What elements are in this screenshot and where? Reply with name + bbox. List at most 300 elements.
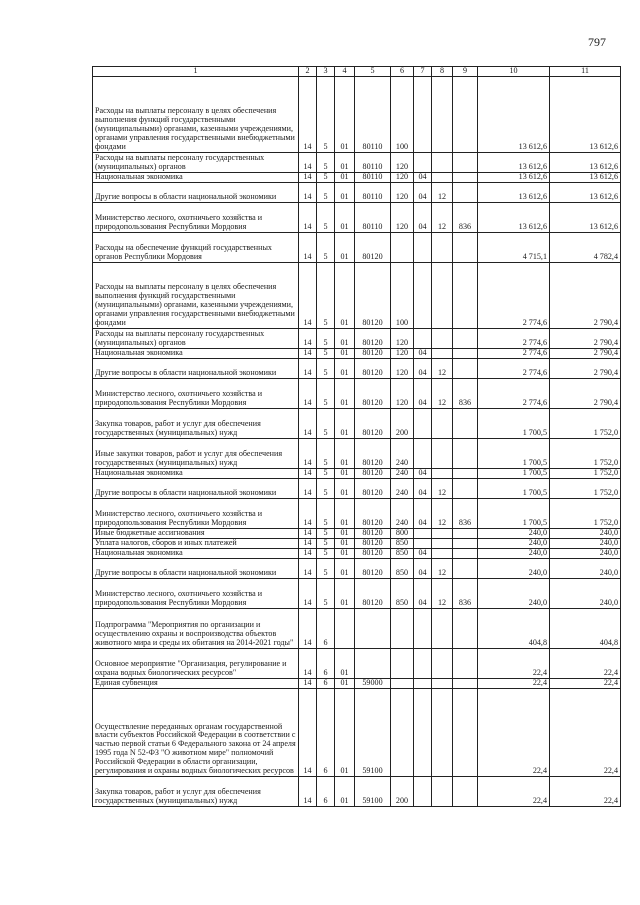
col-6-value: 850 — [391, 578, 414, 608]
col-9-value — [453, 182, 478, 202]
col-5-value: 80120 — [355, 548, 391, 558]
col-7-value — [414, 262, 432, 328]
col-9-value — [453, 608, 478, 648]
col-9-value — [453, 478, 478, 498]
col-8-value — [432, 678, 453, 688]
column-header: 11 — [550, 67, 621, 77]
col-11-amount: 13 612,6 — [550, 76, 621, 152]
col-3-value: 6 — [317, 608, 335, 648]
col-9-value — [453, 528, 478, 538]
column-header: 10 — [478, 67, 550, 77]
col-10-amount: 240,0 — [478, 558, 550, 578]
col-7-value — [414, 648, 432, 678]
table-row — [93, 152, 621, 172]
col-7-value — [414, 776, 432, 806]
col-10-amount: 1 700,5 — [478, 478, 550, 498]
col-8-value — [432, 76, 453, 152]
col-3-value: 5 — [317, 328, 335, 348]
col-7-value — [414, 328, 432, 348]
column-header: 2 — [299, 67, 317, 77]
col-5-value: 80120 — [355, 498, 391, 528]
col-3-value: 6 — [317, 776, 335, 806]
col-11-amount: 240,0 — [550, 528, 621, 538]
col-4-value: 01 — [335, 688, 355, 776]
col-4-value: 01 — [335, 648, 355, 678]
col-7-value — [414, 688, 432, 776]
row-name: Иные бюджетные ассигнования — [93, 528, 299, 538]
col-10-amount: 2 774,6 — [478, 378, 550, 408]
table-row — [93, 182, 621, 202]
col-3-value: 5 — [317, 408, 335, 438]
col-6-value: 800 — [391, 528, 414, 538]
table-row — [93, 538, 621, 548]
row-name: Иные закупки товаров, работ и услуг для обеспечения государственных (муниципальных) нужд — [93, 438, 299, 468]
col-5-value: 80110 — [355, 172, 391, 182]
col-4-value: 01 — [335, 548, 355, 558]
col-7-value: 04 — [414, 378, 432, 408]
col-9-value — [453, 776, 478, 806]
col-4-value: 01 — [335, 358, 355, 378]
col-2-value: 14 — [299, 468, 317, 478]
col-3-value: 5 — [317, 498, 335, 528]
col-3-value: 5 — [317, 348, 335, 358]
col-11-amount: 404,8 — [550, 608, 621, 648]
col-3-value: 6 — [317, 648, 335, 678]
col-7-value — [414, 152, 432, 172]
row-name: Осуществление переданных органам государственной власти субъектов Российской Федерации в соответствии с частью первой статьи 6 Федерального закона от 24 апреля 1995 года N 52-ФЗ "О животном мире" полномочий Российской Федерации в области организации, регулирования и охраны водных биологических ресурсов — [93, 688, 299, 776]
col-6-value: 120 — [391, 172, 414, 182]
table-row — [93, 438, 621, 468]
col-4-value: 01 — [335, 538, 355, 548]
col-2-value: 14 — [299, 578, 317, 608]
col-8-value: 12 — [432, 498, 453, 528]
col-8-value: 12 — [432, 578, 453, 608]
col-5-value: 80120 — [355, 578, 391, 608]
column-header: 9 — [453, 67, 478, 77]
col-8-value — [432, 548, 453, 558]
col-6-value — [391, 688, 414, 776]
col-4-value: 01 — [335, 152, 355, 172]
row-name: Расходы на выплаты персоналу в целях обеспечения выполнения функций государственными (муниципальными) органами, казенными учреждениями, органами управления государственными внебюджетными фондами — [93, 76, 299, 152]
col-7-value — [414, 438, 432, 468]
col-5-value: 80120 — [355, 478, 391, 498]
col-9-value — [453, 688, 478, 776]
col-7-value — [414, 528, 432, 538]
col-5-value: 80120 — [355, 468, 391, 478]
col-8-value: 12 — [432, 358, 453, 378]
col-7-value: 04 — [414, 548, 432, 558]
col-6-value — [391, 678, 414, 688]
row-name: Национальная экономика — [93, 468, 299, 478]
col-2-value: 14 — [299, 498, 317, 528]
table-row — [93, 262, 621, 328]
row-name: Другие вопросы в области национальной экономики — [93, 182, 299, 202]
col-8-value — [432, 262, 453, 328]
page-number: 797 — [588, 35, 606, 49]
col-6-value: 850 — [391, 548, 414, 558]
col-3-value: 6 — [317, 688, 335, 776]
col-11-amount: 13 612,6 — [550, 182, 621, 202]
table-body — [93, 67, 621, 807]
col-5-value: 59100 — [355, 688, 391, 776]
table-row — [93, 648, 621, 678]
col-2-value: 14 — [299, 438, 317, 468]
col-4-value: 01 — [335, 438, 355, 468]
col-10-amount: 1 700,5 — [478, 408, 550, 438]
col-7-value: 04 — [414, 172, 432, 182]
table-row — [93, 358, 621, 378]
col-11-amount: 1 752,0 — [550, 478, 621, 498]
column-header: 7 — [414, 67, 432, 77]
col-2-value: 14 — [299, 408, 317, 438]
row-name: Другие вопросы в области национальной экономики — [93, 358, 299, 378]
table-row — [93, 172, 621, 182]
col-9-value: 836 — [453, 202, 478, 232]
col-3-value: 5 — [317, 358, 335, 378]
table-row — [93, 348, 621, 358]
col-6-value: 240 — [391, 438, 414, 468]
header-row — [93, 67, 621, 77]
col-10-amount: 13 612,6 — [478, 202, 550, 232]
col-10-amount: 22,4 — [478, 688, 550, 776]
col-11-amount: 1 752,0 — [550, 498, 621, 528]
col-6-value: 120 — [391, 348, 414, 358]
col-6-value — [391, 232, 414, 262]
col-5-value: 80120 — [355, 438, 391, 468]
col-8-value — [432, 538, 453, 548]
col-5-value: 80120 — [355, 408, 391, 438]
col-11-amount: 2 790,4 — [550, 262, 621, 328]
col-6-value — [391, 648, 414, 678]
col-10-amount: 240,0 — [478, 548, 550, 558]
col-4-value: 01 — [335, 776, 355, 806]
col-5-value: 80110 — [355, 202, 391, 232]
column-header: 6 — [391, 67, 414, 77]
col-2-value: 14 — [299, 538, 317, 548]
col-4-value: 01 — [335, 172, 355, 182]
col-7-value: 04 — [414, 468, 432, 478]
col-10-amount: 22,4 — [478, 776, 550, 806]
col-8-value — [432, 528, 453, 538]
row-name: Министерство лесного, охотничьего хозяйства и природопользования Республики Мордовия — [93, 378, 299, 408]
col-10-amount: 13 612,6 — [478, 182, 550, 202]
col-4-value: 01 — [335, 468, 355, 478]
row-name: Закупка товаров, работ и услуг для обеспечения государственных (муниципальных) нужд — [93, 408, 299, 438]
col-9-value — [453, 548, 478, 558]
col-7-value: 04 — [414, 498, 432, 528]
col-3-value: 5 — [317, 262, 335, 328]
col-8-value: 12 — [432, 478, 453, 498]
col-11-amount: 240,0 — [550, 538, 621, 548]
col-6-value: 120 — [391, 378, 414, 408]
col-10-amount: 2 774,6 — [478, 358, 550, 378]
table-row — [93, 548, 621, 558]
col-5-value: 80120 — [355, 328, 391, 348]
col-10-amount: 13 612,6 — [478, 152, 550, 172]
col-3-value: 5 — [317, 378, 335, 408]
col-11-amount: 22,4 — [550, 688, 621, 776]
col-6-value: 240 — [391, 468, 414, 478]
col-9-value — [453, 262, 478, 328]
col-8-value — [432, 648, 453, 678]
col-8-value — [432, 348, 453, 358]
col-3-value: 5 — [317, 76, 335, 152]
col-11-amount: 2 790,4 — [550, 328, 621, 348]
col-6-value: 850 — [391, 538, 414, 548]
col-6-value: 120 — [391, 202, 414, 232]
col-4-value: 01 — [335, 202, 355, 232]
col-2-value: 14 — [299, 202, 317, 232]
col-4-value: 01 — [335, 328, 355, 348]
col-10-amount: 13 612,6 — [478, 76, 550, 152]
column-header: 1 — [93, 67, 299, 77]
col-8-value — [432, 608, 453, 648]
col-10-amount: 2 774,6 — [478, 348, 550, 358]
col-4-value — [335, 608, 355, 648]
col-5-value: 80120 — [355, 262, 391, 328]
col-5-value: 80120 — [355, 348, 391, 358]
row-name: Единая субвенция — [93, 678, 299, 688]
col-3-value: 5 — [317, 538, 335, 548]
col-8-value: 12 — [432, 202, 453, 232]
table-row — [93, 468, 621, 478]
col-2-value: 14 — [299, 678, 317, 688]
col-5-value: 80110 — [355, 182, 391, 202]
table-row — [93, 232, 621, 262]
col-3-value: 5 — [317, 172, 335, 182]
col-7-value: 04 — [414, 182, 432, 202]
table-row — [93, 678, 621, 688]
col-5-value — [355, 608, 391, 648]
col-8-value — [432, 172, 453, 182]
row-name: Расходы на выплаты персоналу государственных (муниципальных) органов — [93, 328, 299, 348]
col-2-value: 14 — [299, 262, 317, 328]
table-row — [93, 328, 621, 348]
col-3-value: 5 — [317, 578, 335, 608]
col-6-value: 100 — [391, 262, 414, 328]
col-8-value — [432, 328, 453, 348]
col-11-amount: 1 752,0 — [550, 408, 621, 438]
col-3-value: 5 — [317, 558, 335, 578]
col-11-amount: 22,4 — [550, 648, 621, 678]
row-name: Основное мероприятие "Организация, регулирование и охрана водных биологических ресурсов" — [93, 648, 299, 678]
col-5-value: 80110 — [355, 76, 391, 152]
row-name: Расходы на выплаты персоналу государственных (муниципальных) органов — [93, 152, 299, 172]
table-row — [93, 578, 621, 608]
col-6-value — [391, 608, 414, 648]
row-name: Министерство лесного, охотничьего хозяйства и природопользования Республики Мордовия — [93, 498, 299, 528]
col-6-value: 120 — [391, 328, 414, 348]
col-7-value — [414, 232, 432, 262]
col-8-value — [432, 408, 453, 438]
column-header: 8 — [432, 67, 453, 77]
col-2-value: 14 — [299, 648, 317, 678]
col-2-value: 14 — [299, 152, 317, 172]
col-4-value: 01 — [335, 558, 355, 578]
col-7-value: 04 — [414, 348, 432, 358]
col-8-value — [432, 468, 453, 478]
col-6-value: 200 — [391, 776, 414, 806]
col-9-value — [453, 232, 478, 262]
row-name: Закупка товаров, работ и услуг для обеспечения государственных (муниципальных) нужд — [93, 776, 299, 806]
col-2-value: 14 — [299, 328, 317, 348]
col-11-amount: 22,4 — [550, 776, 621, 806]
col-9-value — [453, 678, 478, 688]
col-10-amount: 22,4 — [478, 678, 550, 688]
col-6-value: 120 — [391, 182, 414, 202]
col-9-value — [453, 152, 478, 172]
col-10-amount: 4 715,1 — [478, 232, 550, 262]
col-8-value: 12 — [432, 378, 453, 408]
col-4-value: 01 — [335, 408, 355, 438]
col-5-value: 80120 — [355, 232, 391, 262]
col-8-value — [432, 776, 453, 806]
col-11-amount: 2 790,4 — [550, 378, 621, 408]
table-row — [93, 558, 621, 578]
col-2-value: 14 — [299, 776, 317, 806]
col-2-value: 14 — [299, 76, 317, 152]
col-4-value: 01 — [335, 578, 355, 608]
col-4-value: 01 — [335, 528, 355, 538]
row-name: Расходы на выплаты персоналу в целях обеспечения выполнения функций государственными (муниципальными) органами, казенными учреждениями, органами управления государственными внебюджетными фондами — [93, 262, 299, 328]
col-7-value — [414, 76, 432, 152]
col-2-value: 14 — [299, 378, 317, 408]
col-7-value — [414, 538, 432, 548]
col-5-value: 80120 — [355, 378, 391, 408]
col-11-amount: 240,0 — [550, 558, 621, 578]
col-4-value: 01 — [335, 678, 355, 688]
row-name: Другие вопросы в области национальной экономики — [93, 478, 299, 498]
col-3-value: 5 — [317, 528, 335, 538]
col-3-value: 6 — [317, 678, 335, 688]
row-name: Министерство лесного, охотничьего хозяйства и природопользования Республики Мордовия — [93, 202, 299, 232]
row-name: Национальная экономика — [93, 172, 299, 182]
col-3-value: 5 — [317, 202, 335, 232]
col-3-value: 5 — [317, 182, 335, 202]
col-5-value: 80120 — [355, 528, 391, 538]
col-8-value — [432, 438, 453, 468]
col-11-amount: 22,4 — [550, 678, 621, 688]
col-4-value: 01 — [335, 348, 355, 358]
col-11-amount: 13 612,6 — [550, 152, 621, 172]
col-2-value: 14 — [299, 358, 317, 378]
col-9-value — [453, 328, 478, 348]
col-7-value: 04 — [414, 358, 432, 378]
col-10-amount: 1 700,5 — [478, 438, 550, 468]
col-10-amount: 22,4 — [478, 648, 550, 678]
col-10-amount: 404,8 — [478, 608, 550, 648]
col-7-value: 04 — [414, 578, 432, 608]
col-11-amount: 1 752,0 — [550, 468, 621, 478]
col-5-value: 80120 — [355, 358, 391, 378]
col-2-value: 14 — [299, 348, 317, 358]
col-7-value: 04 — [414, 478, 432, 498]
table-row — [93, 528, 621, 538]
col-3-value: 5 — [317, 468, 335, 478]
col-10-amount: 13 612,6 — [478, 172, 550, 182]
col-4-value: 01 — [335, 182, 355, 202]
col-4-value: 01 — [335, 498, 355, 528]
col-8-value: 12 — [432, 558, 453, 578]
col-2-value: 14 — [299, 478, 317, 498]
col-10-amount: 240,0 — [478, 528, 550, 538]
col-2-value: 14 — [299, 558, 317, 578]
col-6-value: 240 — [391, 478, 414, 498]
table-row — [93, 776, 621, 806]
col-9-value: 836 — [453, 378, 478, 408]
col-2-value: 14 — [299, 548, 317, 558]
row-name: Уплата налогов, сборов и иных платежей — [93, 538, 299, 548]
table-row — [93, 202, 621, 232]
col-4-value: 01 — [335, 232, 355, 262]
table-row — [93, 688, 621, 776]
col-2-value: 14 — [299, 232, 317, 262]
col-8-value — [432, 232, 453, 262]
col-8-value — [432, 152, 453, 172]
col-4-value: 01 — [335, 378, 355, 408]
row-name: Подпрограмма "Мероприятия по организации и осуществлению охраны и воспроизводства объектов животного мира и среды их обитания на 2014-2021 годы" — [93, 608, 299, 648]
col-9-value: 836 — [453, 578, 478, 608]
col-4-value: 01 — [335, 262, 355, 328]
col-11-amount: 13 612,6 — [550, 202, 621, 232]
col-2-value: 14 — [299, 182, 317, 202]
col-11-amount: 13 612,6 — [550, 172, 621, 182]
column-header: 4 — [335, 67, 355, 77]
col-7-value — [414, 408, 432, 438]
col-6-value: 850 — [391, 558, 414, 578]
col-8-value: 12 — [432, 182, 453, 202]
col-3-value: 5 — [317, 438, 335, 468]
col-9-value — [453, 438, 478, 468]
col-11-amount: 240,0 — [550, 548, 621, 558]
col-4-value: 01 — [335, 478, 355, 498]
col-3-value: 5 — [317, 478, 335, 498]
row-name: Национальная экономика — [93, 348, 299, 358]
col-10-amount: 1 700,5 — [478, 498, 550, 528]
col-2-value: 14 — [299, 528, 317, 538]
col-5-value: 80120 — [355, 558, 391, 578]
col-5-value: 59100 — [355, 776, 391, 806]
col-8-value — [432, 688, 453, 776]
col-10-amount: 240,0 — [478, 578, 550, 608]
col-6-value: 100 — [391, 76, 414, 152]
col-10-amount: 2 774,6 — [478, 262, 550, 328]
col-3-value: 5 — [317, 548, 335, 558]
col-9-value — [453, 648, 478, 678]
col-5-value: 80120 — [355, 538, 391, 548]
table-row — [93, 478, 621, 498]
col-9-value — [453, 76, 478, 152]
row-name: Национальная экономика — [93, 548, 299, 558]
col-2-value: 14 — [299, 172, 317, 182]
col-10-amount: 1 700,5 — [478, 468, 550, 478]
col-11-amount: 240,0 — [550, 578, 621, 608]
column-header: 5 — [355, 67, 391, 77]
col-6-value: 240 — [391, 498, 414, 528]
col-6-value: 200 — [391, 408, 414, 438]
col-9-value — [453, 468, 478, 478]
row-name: Расходы на обеспечение функций государственных органов Республики Мордовия — [93, 232, 299, 262]
table-row — [93, 378, 621, 408]
column-header: 3 — [317, 67, 335, 77]
col-5-value: 80110 — [355, 152, 391, 172]
col-2-value: 14 — [299, 608, 317, 648]
col-9-value — [453, 348, 478, 358]
row-name: Министерство лесного, охотничьего хозяйства и природопользования Республики Мордовия — [93, 578, 299, 608]
col-3-value: 5 — [317, 152, 335, 172]
col-2-value: 14 — [299, 688, 317, 776]
col-3-value: 5 — [317, 232, 335, 262]
